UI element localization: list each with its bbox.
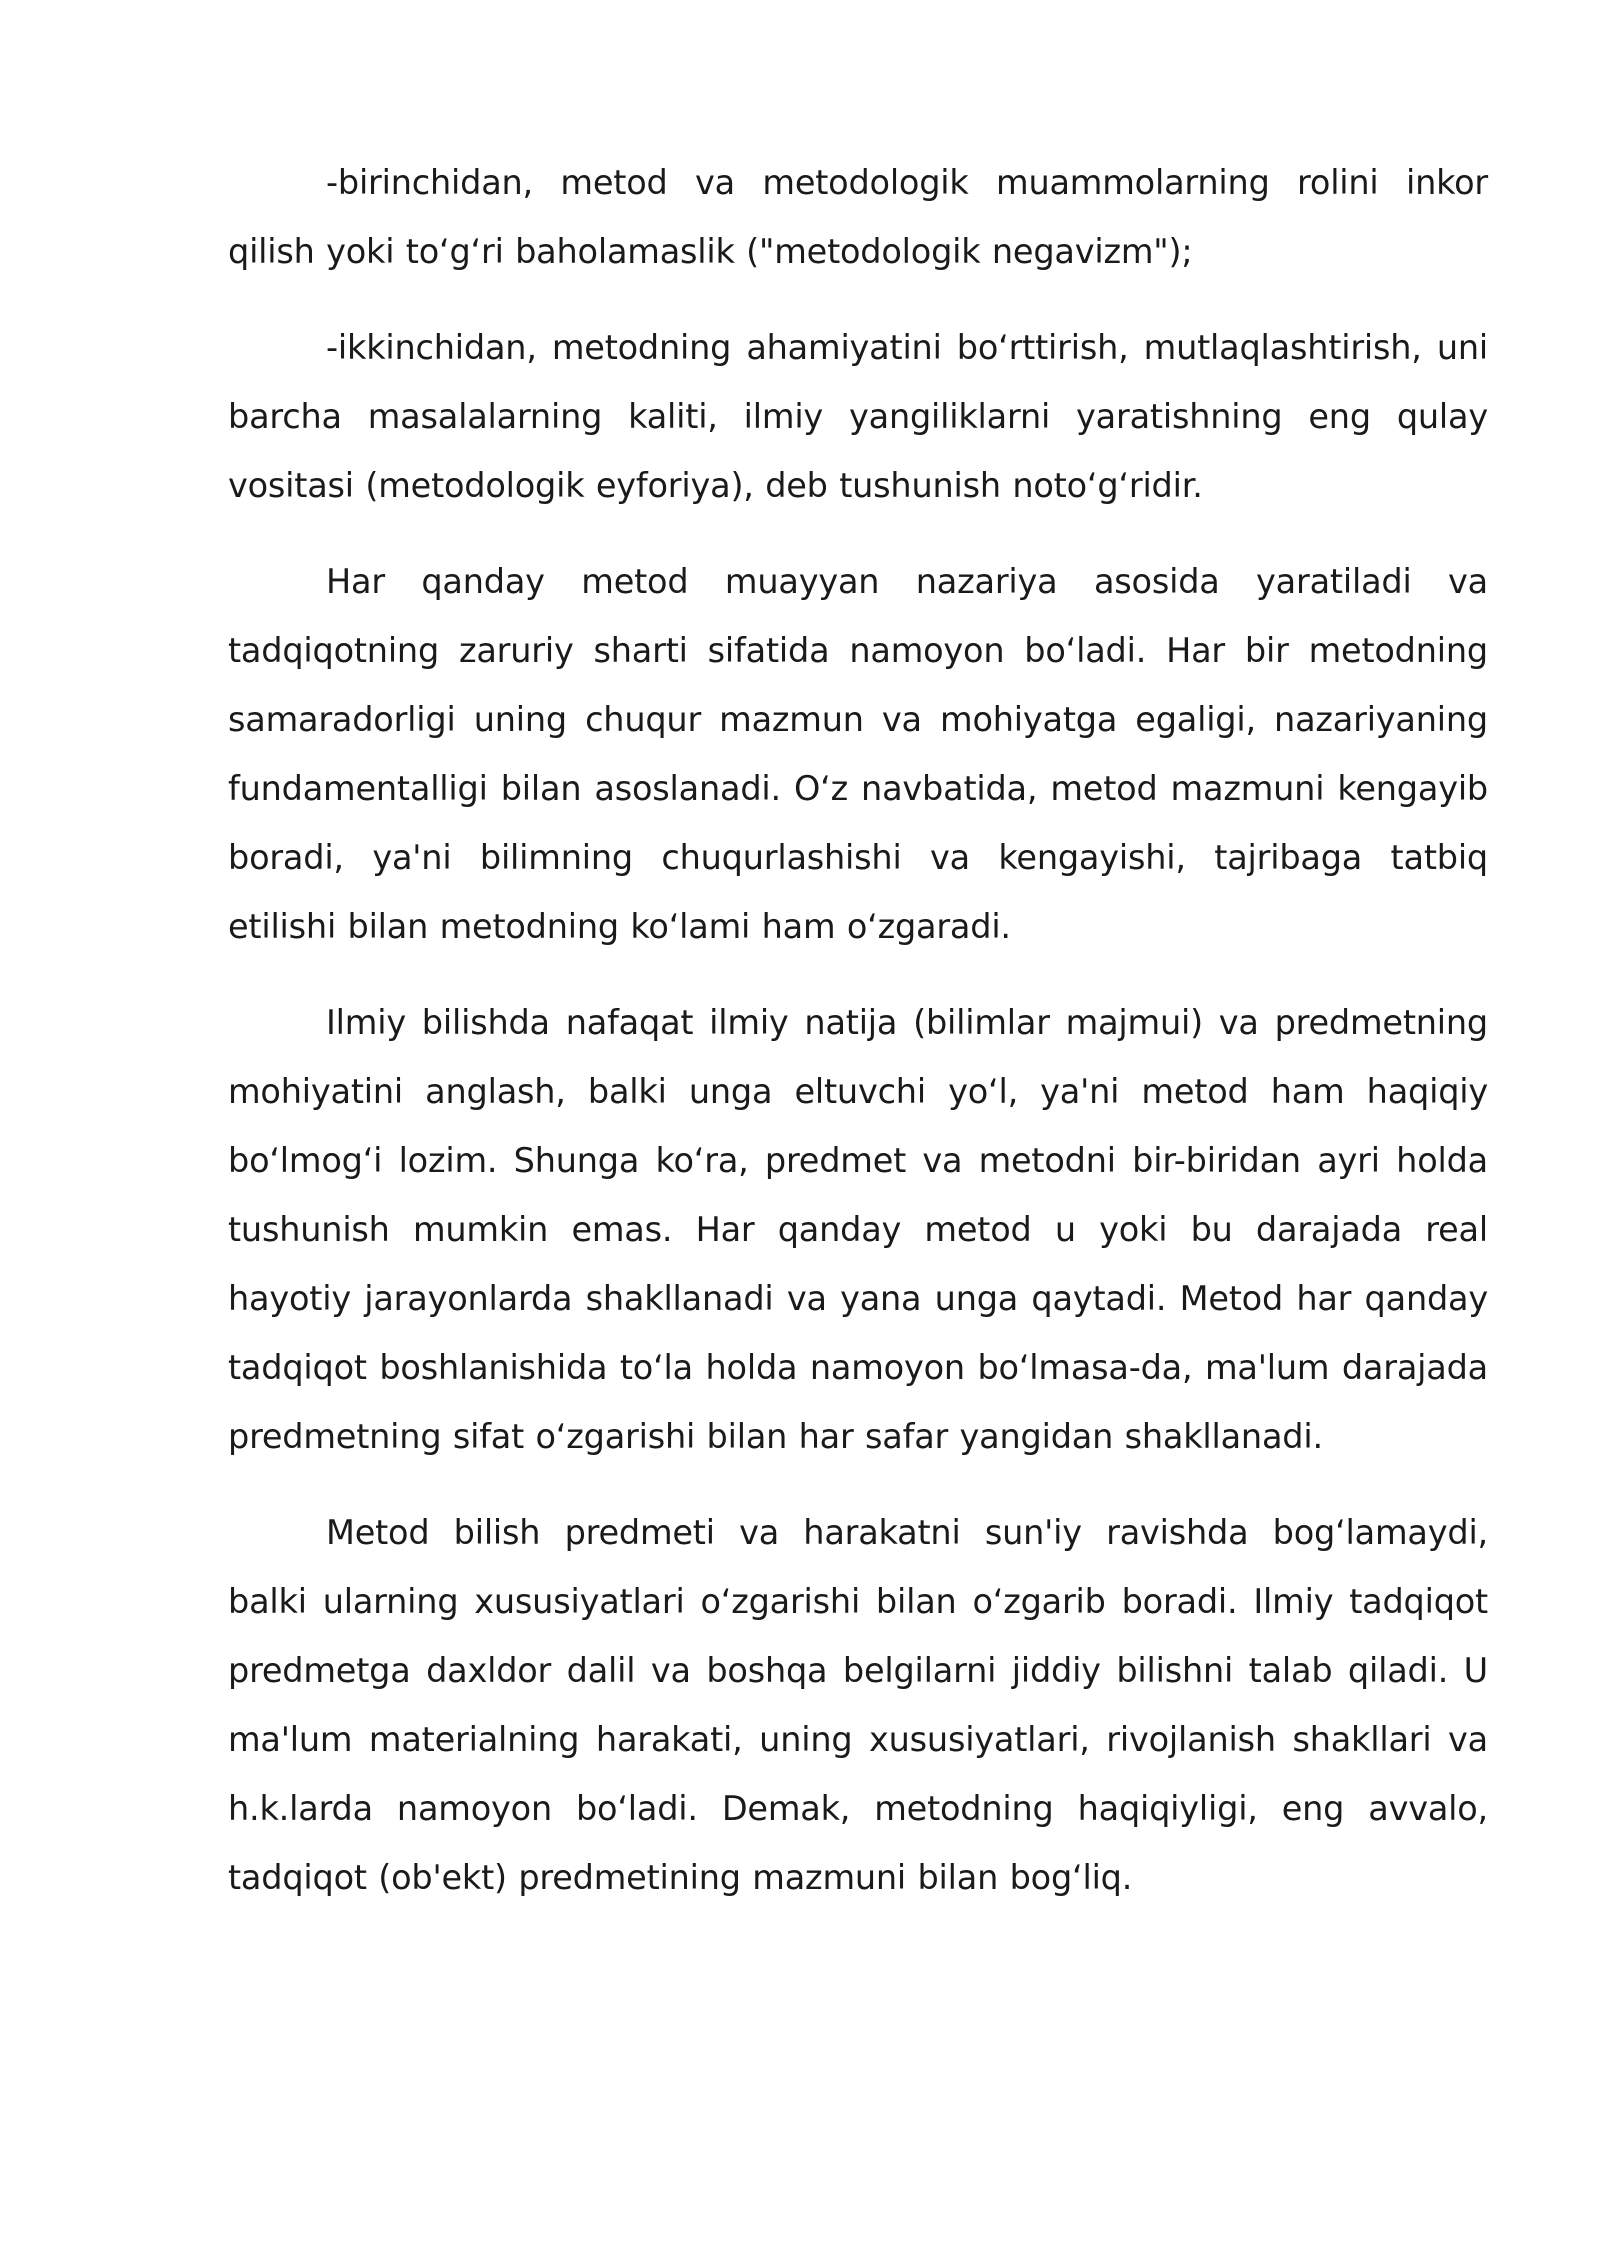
paragraph-ilmiy-bilish: Ilmiy bilishda nafaqat ilmiy natija (bilimlar majmui) va predmetning mohiyatini anglash, balki unga eltuvchi yo‘l, ya'ni metod ham haqiqiy bo‘lmog‘i lozim. Shunga ko‘ra, predmet va metodni bir-biridan ayri holda tushunish mumkin emas. Har qanday metod u yoki bu darajada real hayotiy jarayonlarda shakllanadi va yana unga qaytadi. Metod har qanday tadqiqot boshlanishida to‘la holda namoyon bo‘lmasa-da, ma'lum darajada predmetning sifat o‘zgarishi bilan har safar yangidan shakllanadi.	[228, 1003, 1488, 1456]
paragraph-ikkinchidan: -ikkinchidan, metodning ahamiyatini bo‘rttirish, mutlaqlashtirish, uni barcha masalalarning kaliti, ilmiy yangiliklarni yaratishning eng qulay vositasi (metodologik eyforiya), deb tushunish noto‘g‘ridir.	[228, 328, 1488, 505]
paragraph-birinchidan: -birinchidan, metod va metodologik muammolarning rolini inkor qilish yoki to‘g‘ri baholamaslik ("metodologik negavizm");	[228, 163, 1488, 271]
paragraph-metod-predmet: Metod bilish predmeti va harakatni sun'iy ravishda bog‘lamaydi, balki ularning xususiyatlari o‘zgarishi bilan o‘zgarib boradi. Ilmiy tadqiqot predmetga daxldor dalil va boshqa belgilarni jiddiy bilishni talab qiladi. U ma'lum materialning harakati, uning xususiyatlari, rivojlanish shakllari va h.k.larda namoyon bo‘ladi. Demak, metodning haqiqiyligi, eng avvalo, tadqiqot (ob'ekt) predmetining mazmuni bilan bog‘liq.	[228, 1513, 1488, 1897]
paragraph-nazariya: Har qanday metod muayyan nazariya asosida yaratiladi va tadqiqotning zaruriy sharti sifatida namoyon bo‘ladi. Har bir metodning samaradorligi uning chuqur mazmun va mohiyatga egaligi, nazariyaning fundamentalligi bilan asoslanadi. O‘z navbatida, metod mazmuni kengayib boradi, ya'ni bilimning chuqurlashishi va kengayishi, tajribaga tatbiq etilishi bilan metodning ko‘lami ham o‘zgaradi.	[228, 562, 1488, 946]
